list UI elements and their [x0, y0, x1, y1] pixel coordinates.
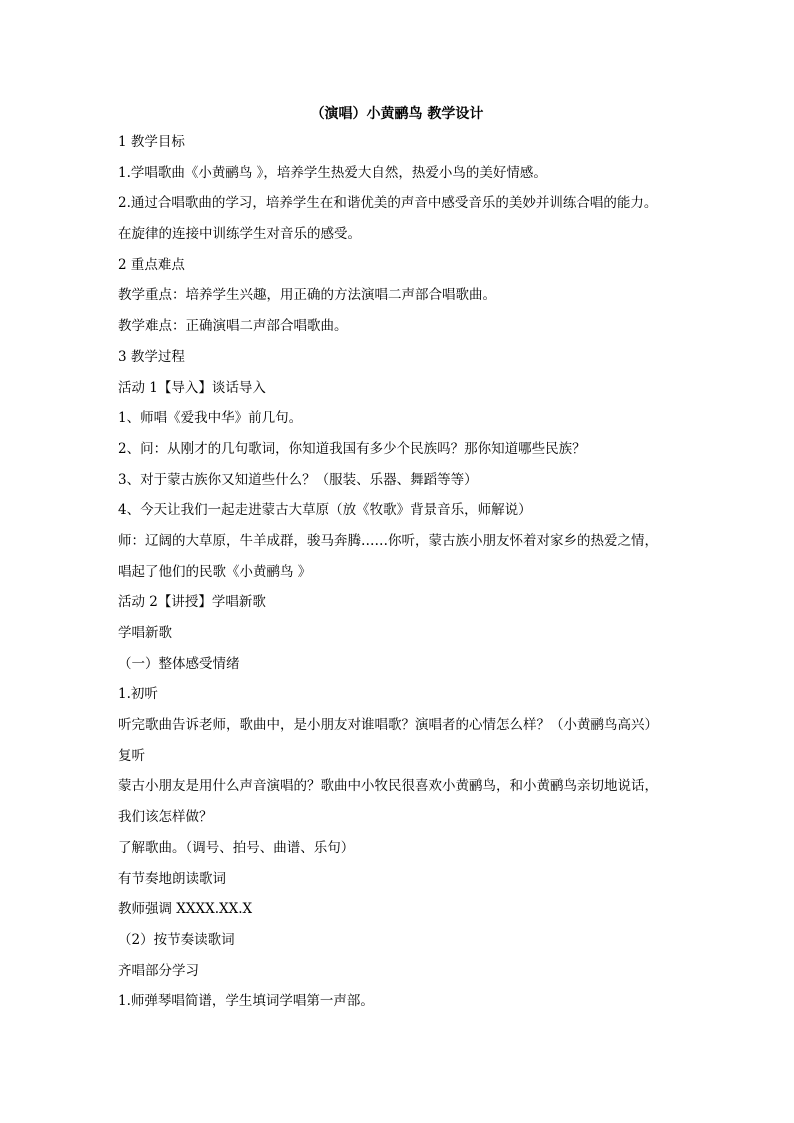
paragraph-line: 唱起了他们的民歌《小黄鹂鸟 》 — [118, 563, 312, 580]
paragraph-line: 1.师弹琴唱简谱，学生填词学唱第一声部。 — [118, 993, 374, 1010]
paragraph-line: 4、今天让我们一起走进蒙古大草原（放《牧歌》背景音乐，师解说） — [118, 502, 532, 519]
paragraph-line: 2、问：从刚才的几句歌词，你知道我国有多少个民族吗？那你知道哪些民族？ — [118, 440, 586, 457]
section-heading-objectives: 1 教学目标 — [118, 134, 185, 150]
paragraph-line: （一）整体感受情绪 — [118, 655, 240, 672]
paragraph-line: 齐唱部分学习 — [118, 962, 199, 979]
paragraph-line: 了解歌曲。（调号、拍号、曲谱、乐句） — [118, 839, 355, 856]
paragraph-line: 学唱新歌 — [118, 625, 172, 641]
paragraph-line: 3、对于蒙古族你又知道些什么？（服装、乐器、舞蹈等等） — [118, 471, 478, 488]
paragraph-line: 教学难点：正确演唱二声部合唱歌曲。 — [118, 318, 348, 335]
document-body — [118, 132, 688, 1022]
paragraph-line: 教学重点：培养学生兴趣，用正确的方法演唱二声部合唱歌曲。 — [118, 287, 496, 304]
paragraph-line: 在旋律的连接中训练学生对音乐的感受。 — [118, 226, 361, 243]
paragraph-line: 1、师唱《爱我中华》前几句。 — [118, 410, 303, 427]
paragraph-line: 2.通过合唱歌曲的学习，培养学生在和谐优美的声音中感受音乐的美妙并训练合唱的能力。 — [118, 195, 658, 212]
paragraph-line: 蒙古小朋友是用什么声音演唱的？歌曲中小牧民很喜欢小黄鹂鸟，和小黄鹂鸟亲切地说话， — [118, 778, 658, 795]
activity-heading: 活动 1【导入】谈话导入 — [118, 379, 266, 396]
paragraph-line: 我们该怎样做？ — [118, 809, 213, 826]
activity-heading: 活动 2【讲授】学唱新歌 — [118, 594, 266, 611]
paragraph-line: 听完歌曲告诉老师，歌曲中，是小朋友对谁唱歌？演唱者的心情怎么样？（小黄鹂鸟高兴） — [118, 717, 658, 734]
section-heading-process: 3 教学过程 — [118, 348, 185, 365]
paragraph-line: 1.学唱歌曲《小黄鹂鸟 》，培养学生热爱大自然，热爱小鸟的美好情感。 — [118, 164, 547, 181]
paragraph-line: 师：辽阔的大草原，牛羊成群，骏马奔腾……你听，蒙古族小朋友怀着对家乡的热爱之情， — [118, 532, 658, 549]
paragraph-line: 教师强调 XXXX.XX.X — [118, 901, 253, 918]
document-title: （演唱）小黄鹂鸟 教学设计 — [310, 106, 484, 122]
paragraph-line: （2）按节奏读歌词 — [118, 931, 235, 948]
section-heading-key-points: 2 重点难点 — [118, 256, 185, 273]
paragraph-line: 复听 — [118, 747, 145, 764]
paragraph-line: 1.初听 — [118, 686, 158, 703]
paragraph-line: 有节奏地朗读歌词 — [118, 870, 226, 887]
